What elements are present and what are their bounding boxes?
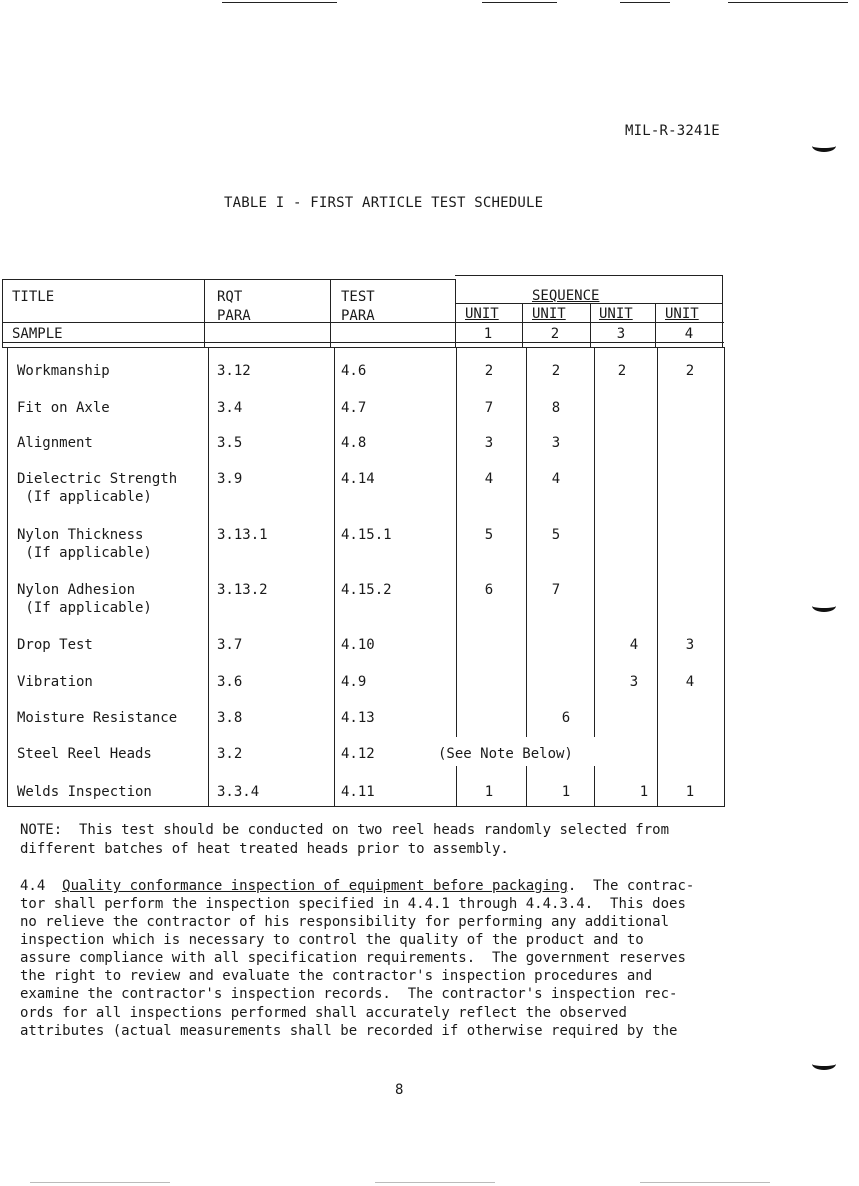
scan-mark [375, 1182, 495, 1183]
scan-mark [30, 1182, 170, 1183]
row-title: Alignment [17, 435, 93, 451]
body-line: no relieve the contractor of his responsibility for performing any additional [20, 914, 670, 930]
rqt-para: 3.4 [217, 400, 243, 416]
unit-1-seq: 3 [484, 435, 494, 451]
unit-3-seq: 4 [629, 637, 639, 653]
test-para: 4.9 [341, 674, 367, 690]
body-line: the right to review and evaluate the contractor's inspection procedures and [20, 968, 653, 984]
unit-1-seq: 5 [484, 527, 494, 543]
rqt-para: 3.6 [217, 674, 243, 690]
col-header-title: TITLE [12, 289, 55, 305]
page-number: 8 [395, 1082, 404, 1098]
rqt-para: 3.2 [217, 746, 243, 762]
test-para: 4.6 [341, 363, 367, 379]
row-title: Nylon Adhesion [17, 582, 136, 598]
row-title: Steel Reel Heads [17, 746, 152, 762]
row-title: Nylon Thickness [17, 527, 144, 543]
unit-2-seq: 4 [551, 471, 561, 487]
body-line: tor shall perform the inspection specified in 4.4.1 through 4.4.3.4. This does [20, 896, 686, 912]
col-header-sequence: SEQUENCE [532, 288, 600, 304]
body-line: examine the contractor's inspection records. The contractor's inspection rec- [20, 986, 678, 1002]
unit-1-seq: 4 [484, 471, 494, 487]
test-para: 4.13 [341, 710, 375, 726]
row-title: Moisture Resistance [17, 710, 178, 726]
row-title-note: (If applicable) [17, 600, 152, 616]
test-para: 4.10 [341, 637, 375, 653]
unit-4-seq: 1 [685, 784, 695, 800]
test-para: 4.15.2 [341, 582, 392, 598]
unit-header: UNIT [599, 306, 633, 322]
unit-number: 2 [550, 326, 560, 342]
note-line: NOTE: This test should be conducted on two reel heads randomly selected from [20, 822, 670, 838]
rqt-para: 3.3.4 [217, 784, 260, 800]
unit-4-seq: 2 [685, 363, 695, 379]
row-title: Fit on Axle [17, 400, 110, 416]
body-line: attributes (actual measurements shall be recorded if otherwise required by the [20, 1023, 678, 1039]
body-line: ords for all inspections performed shall accurately reflect the observed [20, 1005, 627, 1021]
scan-mark [728, 2, 848, 3]
unit-2-seq: 8 [551, 400, 561, 416]
unit-1-seq: 1 [484, 784, 494, 800]
rqt-para: 3.7 [217, 637, 243, 653]
unit-2-seq: 3 [551, 435, 561, 451]
scan-mark [222, 2, 337, 3]
col-header-test: TEST [341, 289, 375, 305]
rqt-para: 3.12 [217, 363, 251, 379]
rqt-para: 3.8 [217, 710, 243, 726]
unit-2-seq: 5 [551, 527, 561, 543]
document-id: MIL-R-3241E [625, 123, 720, 139]
test-para: 4.7 [341, 400, 367, 416]
unit-3-seq: 3 [629, 674, 639, 690]
scan-mark [640, 1182, 770, 1183]
section-number: 4.4 [20, 878, 46, 894]
unit-3-seq: 1 [639, 784, 649, 800]
test-para: 4.12 [341, 746, 375, 762]
unit-3-seq: 2 [617, 363, 627, 379]
body-line: assure compliance with all specification requirements. The government reserves [20, 950, 686, 966]
rqt-para: 3.9 [217, 471, 243, 487]
binding-mark [812, 1058, 836, 1070]
sample-label: SAMPLE [12, 326, 63, 342]
scan-mark [482, 2, 557, 3]
unit-2-seq: 1 [561, 784, 571, 800]
unit-4-seq: 4 [685, 674, 695, 690]
row-title: Dielectric Strength [17, 471, 178, 487]
section-line-tail: . The contrac- [567, 878, 695, 894]
test-para: 4.14 [341, 471, 375, 487]
unit-header: UNIT [665, 306, 699, 322]
see-note: (See Note Below) [438, 746, 573, 762]
col-header-rqt: RQT [217, 289, 243, 305]
binding-mark [812, 140, 836, 152]
section-heading-line [20, 877, 694, 895]
row-title: Welds Inspection [17, 784, 152, 800]
scan-mark [620, 2, 670, 3]
row-title-note: (If applicable) [17, 545, 152, 561]
unit-header: UNIT [532, 306, 566, 322]
test-para: 4.11 [341, 784, 375, 800]
col-header-test-para: PARA [341, 308, 375, 324]
row-title-note: (If applicable) [17, 489, 152, 505]
table-caption: TABLE I - FIRST ARTICLE TEST SCHEDULE [224, 195, 544, 211]
note-line: different batches of heat treated heads prior to assembly. [20, 841, 509, 857]
unit-1-seq: 6 [484, 582, 494, 598]
unit-1-seq: 7 [484, 400, 494, 416]
row-title: Workmanship [17, 363, 110, 379]
col-header-rqt-para: PARA [217, 308, 251, 324]
unit-number: 1 [483, 326, 493, 342]
unit-2-seq: 2 [551, 363, 561, 379]
binding-mark [812, 600, 836, 612]
unit-4-seq: 3 [685, 637, 695, 653]
rqt-para: 3.13.1 [217, 527, 268, 543]
rqt-para: 3.5 [217, 435, 243, 451]
body-line: inspection which is necessary to control the quality of the product and to [20, 932, 644, 948]
row-title: Drop Test [17, 637, 93, 653]
unit-header: UNIT [465, 306, 499, 322]
test-para: 4.15.1 [341, 527, 392, 543]
unit-1-seq: 2 [484, 363, 494, 379]
section-title: Quality conformance inspection of equipment before packaging [62, 878, 568, 894]
unit-number: 4 [684, 326, 694, 342]
rqt-para: 3.13.2 [217, 582, 268, 598]
unit-2-seq: 7 [551, 582, 561, 598]
unit-number: 3 [616, 326, 626, 342]
row-title: Vibration [17, 674, 93, 690]
test-para: 4.8 [341, 435, 367, 451]
unit-2-seq: 6 [561, 710, 571, 726]
